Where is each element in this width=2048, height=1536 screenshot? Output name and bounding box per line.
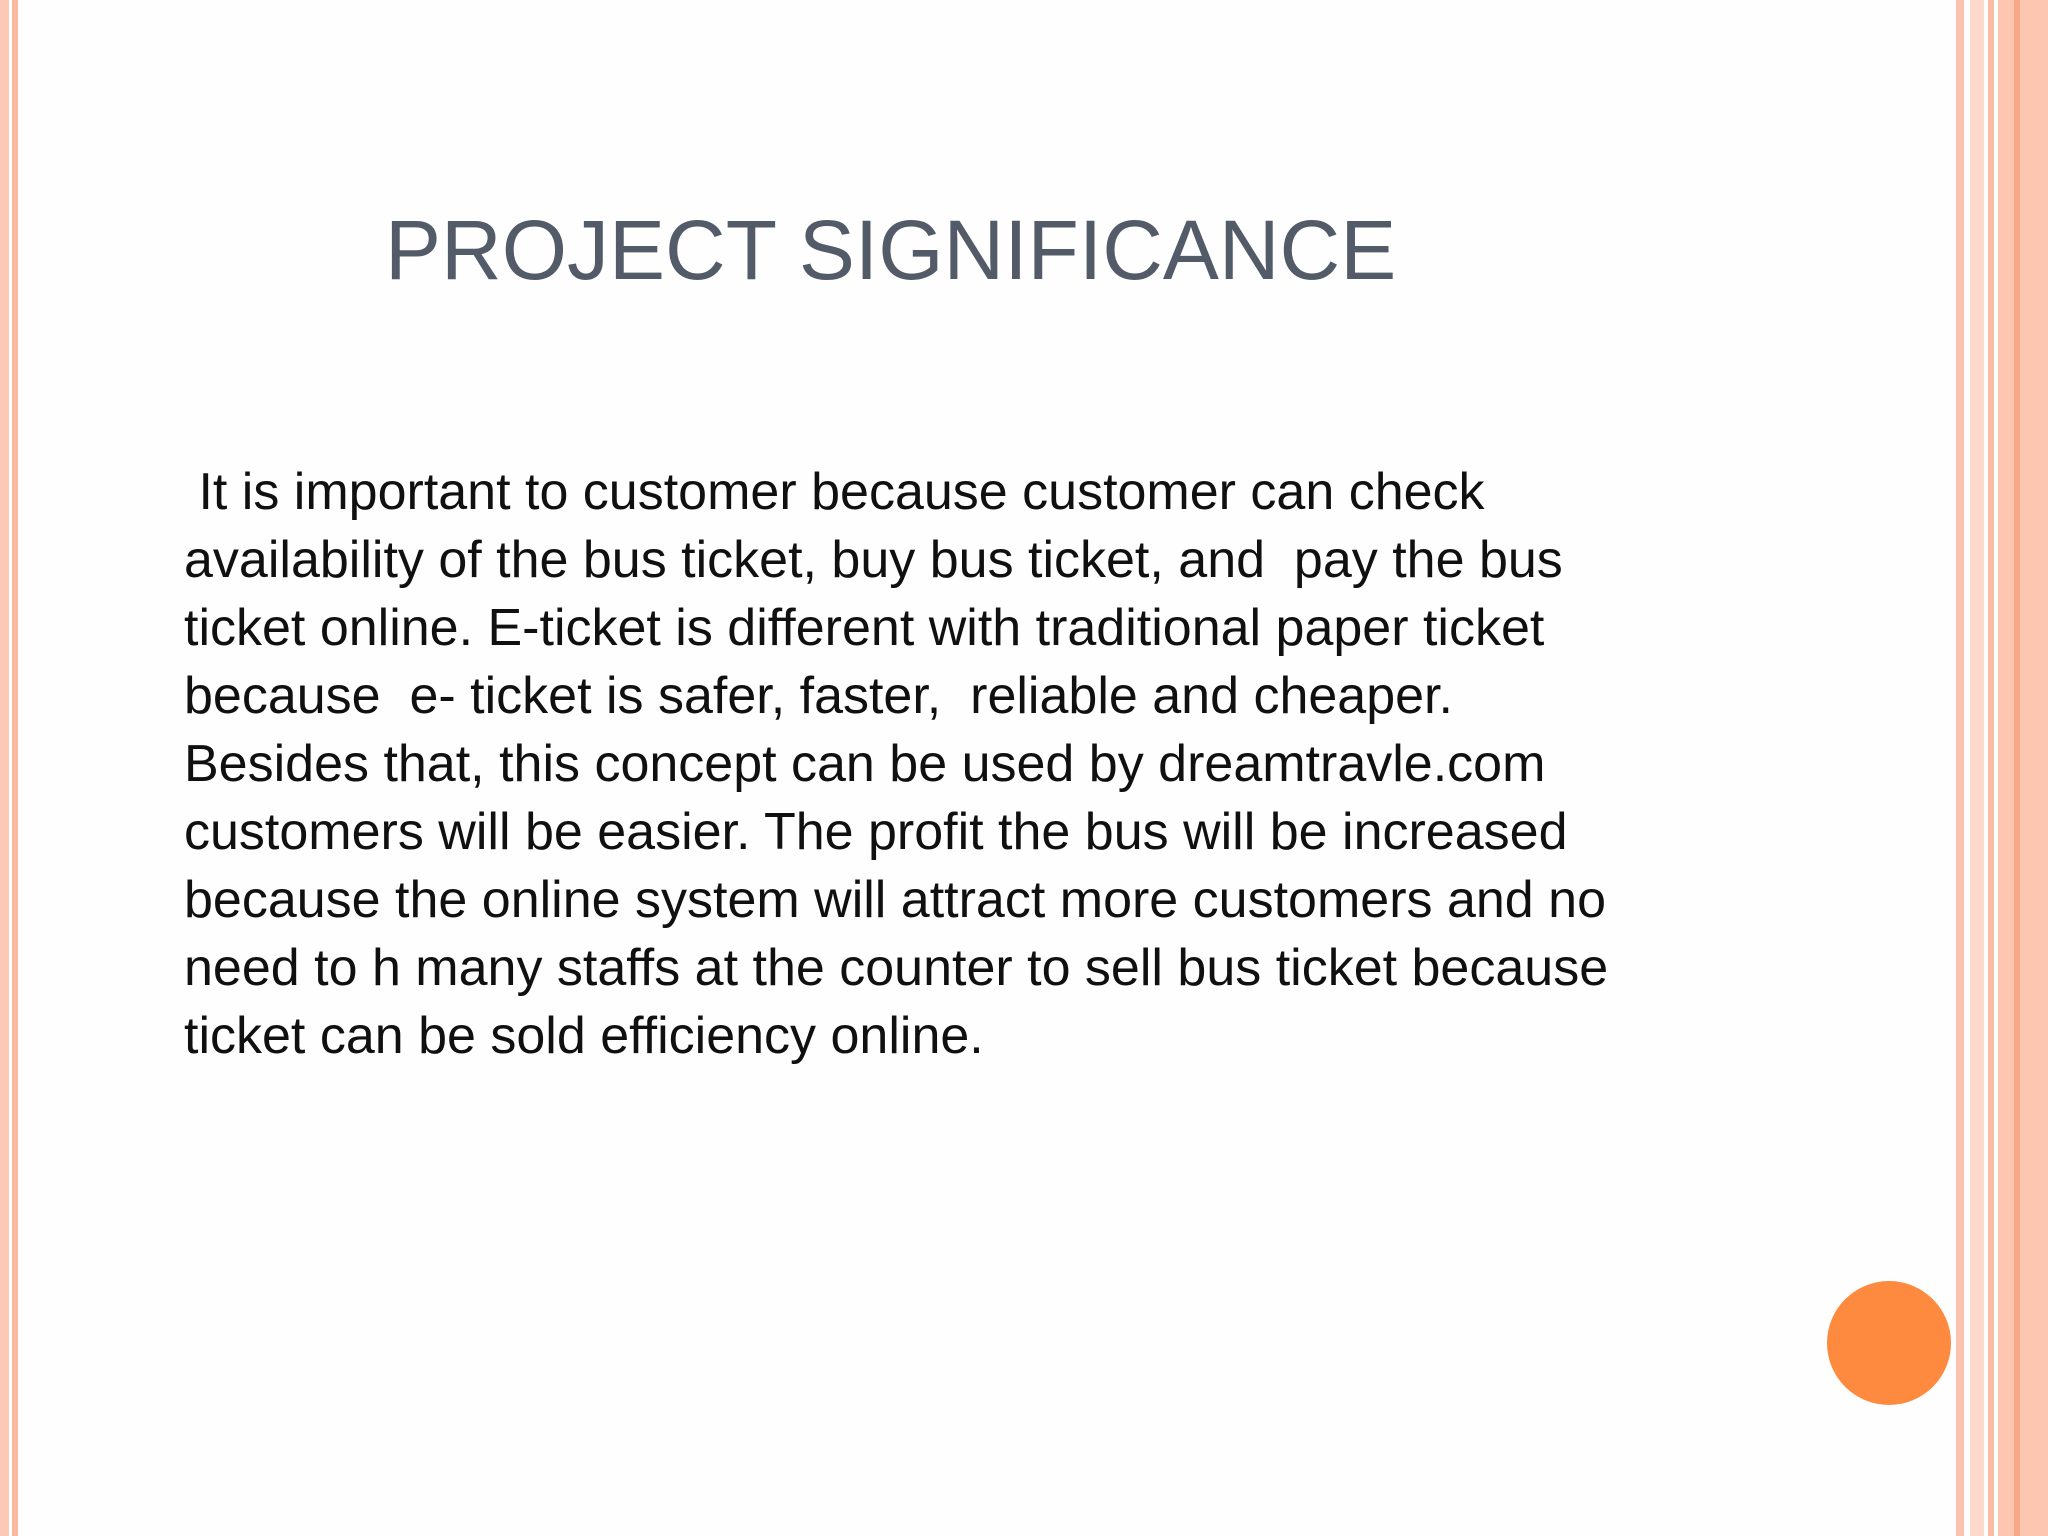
body-line: because e- ticket is safer, faster, reliable and cheaper.	[184, 667, 1453, 725]
body-line: need to h many staffs at the counter to sell bus ticket because	[184, 939, 1609, 997]
body-line: ticket online. E-ticket is different with traditional paper ticket	[184, 599, 1545, 657]
left-border-stripe	[0, 0, 9, 1536]
right-border-stripe	[1956, 0, 1964, 1536]
slide-body	[184, 458, 1764, 1070]
slide-title: PROJECT SIGNIFICANCE	[385, 203, 1397, 297]
body-line: ticket can be sold efficiency online.	[184, 1007, 984, 1065]
body-line: Besides that, this concept can be used by dreamtravle.com	[184, 735, 1546, 793]
body-line: availability of the bus ticket, buy bus ticket, and pay the bus	[184, 531, 1563, 589]
left-border-stripe-inner	[12, 0, 18, 1536]
right-border-stripe	[1988, 0, 1994, 1536]
decorative-circle-icon	[1827, 1281, 1951, 1405]
body-line: because the online system will attract more customers and no	[184, 871, 1607, 929]
body-line: customers will be easier. The profit the bus will be increased	[184, 803, 1568, 861]
right-border-stripe	[2014, 0, 2020, 1536]
right-border-stripe	[1998, 0, 2048, 1536]
right-border-stripe	[1970, 0, 1984, 1536]
body-line: It is important to customer because customer can check	[184, 463, 1485, 521]
